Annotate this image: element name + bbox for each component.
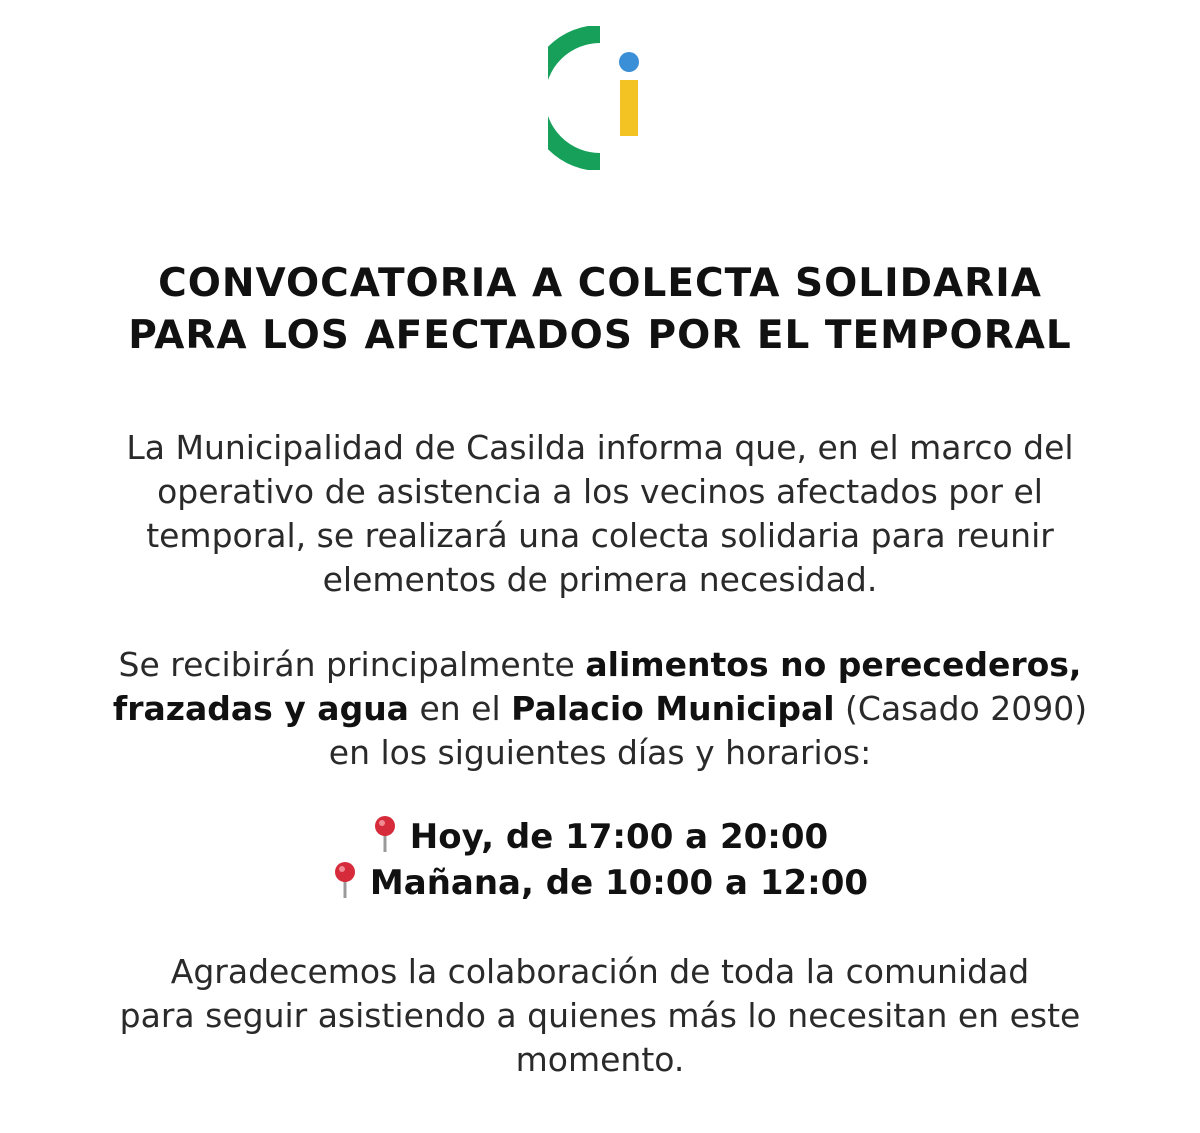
logo-blue-dot [619, 52, 639, 72]
schedule-text: Mañana, de 10:00 a 12:00 [369, 863, 869, 903]
title-line-2: PARA LOS AFECTADOS POR EL TEMPORAL [128, 313, 1072, 358]
intro-line-4: elementos de primera necesidad. [322, 560, 878, 599]
pin-icon [372, 814, 398, 854]
page-title [0, 258, 1200, 362]
items-bold-blankets: frazadas y agua [112, 689, 409, 728]
items-paragraph [0, 643, 1200, 775]
ci-info-logo [548, 26, 658, 170]
title-line-1: CONVOCATORIA A COLECTA SOLIDARIA [158, 261, 1042, 306]
items-address: (Casado 2090) [834, 689, 1088, 728]
items-line-1 [0, 643, 1200, 687]
intro-paragraph [0, 426, 1200, 602]
schedule-row [0, 814, 1200, 860]
closing-line-3: momento. [515, 1040, 685, 1079]
schedule-text: Hoy, de 17:00 a 20:00 [409, 817, 829, 857]
items-line-2 [0, 687, 1200, 731]
intro-line-2: operativo de asistencia a los vecinos afectados por el [157, 472, 1043, 511]
items-bold-food: alimentos no perecederos, [585, 645, 1082, 684]
intro-line-3: temporal, se realizará una colecta solidaria para reunir [146, 516, 1054, 555]
pin-icon [332, 860, 358, 900]
closing-paragraph [0, 950, 1200, 1082]
closing-line-2: para seguir asistiendo a quienes más lo necesitan en este [119, 996, 1081, 1035]
items-mid: en el [408, 689, 512, 728]
intro-line-1: La Municipalidad de Casilda informa que, en el marco del [126, 428, 1074, 467]
items-pre: Se recibirán principalmente [118, 645, 586, 684]
schedule-row [0, 860, 1200, 906]
logo-green-arc [548, 34, 600, 162]
items-line-3: en los siguientes días y horarios: [328, 733, 872, 772]
schedule-list [0, 814, 1200, 906]
closing-line-1: Agradecemos la colaboración de toda la comunidad [170, 952, 1030, 991]
items-bold-location: Palacio Municipal [511, 689, 835, 728]
logo-yellow-bar [620, 80, 638, 136]
